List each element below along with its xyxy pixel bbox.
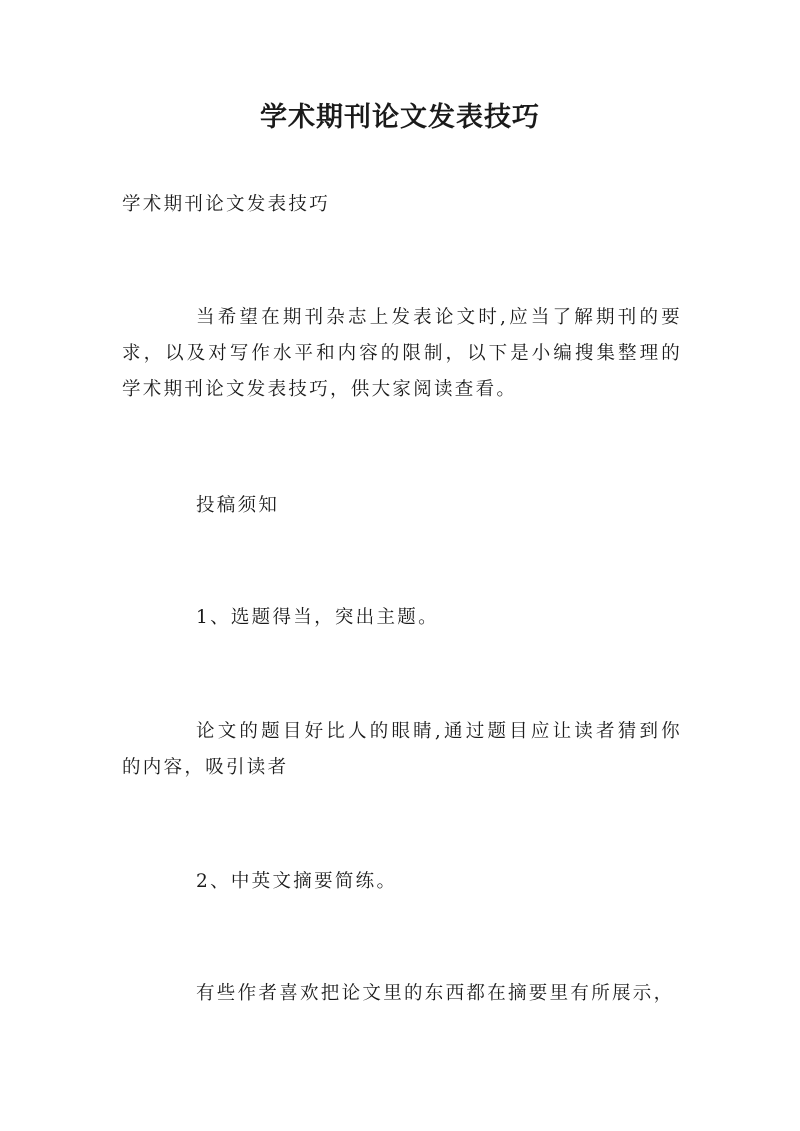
point-2-body: 有些作者喜欢把论文里的东西都在摘要里有所展示， <box>196 983 675 1004</box>
point-2-heading: 2、中英文摘要简练。 <box>196 871 398 892</box>
point-1-heading: 1、选题得当，突出主题。 <box>196 607 439 628</box>
subtitle-paragraph: 学术期刊论文发表技巧 <box>122 194 331 215</box>
section-heading-submission-notes: 投稿须知 <box>196 495 280 516</box>
document-title: 学术期刊论文发表技巧 <box>260 102 540 133</box>
point-1-body: 论文的题目好比人的眼睛,通过题目应让读者猜到你的内容，吸引读者 <box>122 721 682 778</box>
intro-paragraph: 当希望在期刊杂志上发表论文时,应当了解期刊的要求，以及对写作水平和内容的限制，以下是小编搜集整理的学术期刊论文发表技巧，供大家阅读查看。 <box>122 307 682 400</box>
